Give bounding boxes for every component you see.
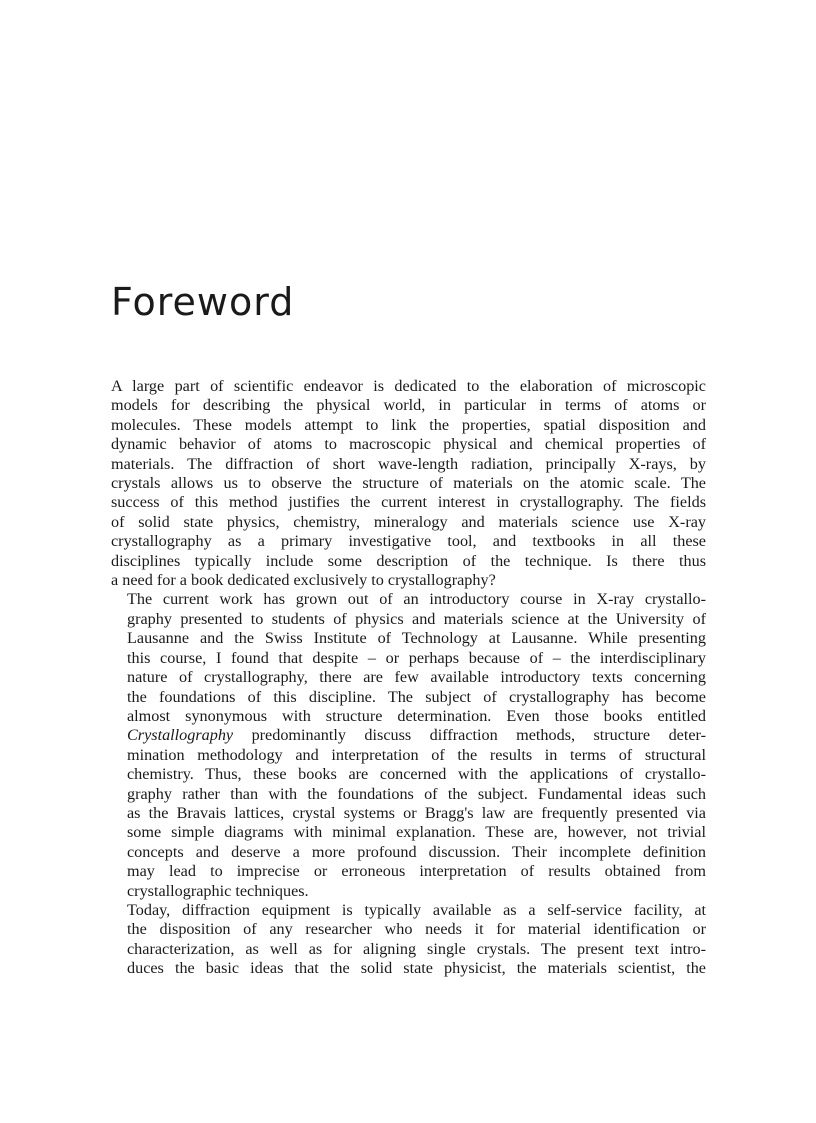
text-line: chemistry. Thus, these books are concerned with the applications of crystallo- [127, 765, 706, 784]
text-line: success of this method justifies the current interest in crystallography. The fields [111, 493, 706, 512]
text-line: the disposition of any researcher who needs it for material identification or [127, 920, 706, 939]
text-line: A large part of scientific endeavor is dedicated to the elaboration of microscopic [111, 377, 706, 395]
text-line: Today, diffraction equipment is typically available as a self-service facility, at [127, 900, 706, 919]
text-line: graphy rather than with the foundations of the subject. Fundamental ideas such [127, 784, 706, 803]
text-line: nature of crystallography, there are few available introductory texts concerning [127, 668, 706, 687]
paragraph-1 [111, 377, 706, 590]
text-line: duces the basic ideas that the solid state physicist, the materials scientist, the [127, 959, 706, 978]
text-line: materials. The diffraction of short wave-length radiation, principally X-rays, by [111, 454, 706, 473]
italic-title: Crystallography [127, 726, 234, 745]
text-line: characterization, as well as for aligning single crystals. The present text intro- [127, 939, 706, 958]
text-line: mination methodology and interpretation of the results in terms of structural [127, 745, 706, 764]
text-line: concepts and deserve a more profound discussion. Their incomplete definition [127, 842, 706, 861]
paragraph-2 [111, 590, 706, 901]
text-line: as the Bravais lattices, crystal systems or Bragg's law are frequently presented via [127, 803, 706, 822]
text-line: The current work has grown out of an introductory course in X-ray crystallo- [127, 590, 706, 609]
text-line: Crystallography predominantly discuss diffraction methods, structure deter- [127, 726, 706, 745]
text-line: some simple diagrams with minimal explanation. These are, however, not trivial [127, 823, 706, 842]
foreword-body [111, 377, 706, 979]
page-title: Foreword [111, 280, 295, 324]
text-line: molecules. These models attempt to link the properties, spatial disposition and [111, 415, 706, 434]
text-line: crystallographic techniques. [127, 881, 309, 900]
text-line: graphy presented to students of physics and materials science at the University of [127, 609, 706, 628]
text-line: almost synonymous with structure determination. Even those books entitled [127, 706, 706, 725]
text-line: Lausanne and the Swiss Institute of Technology at Lausanne. While presenting [127, 629, 706, 648]
text-line: may lead to imprecise or erroneous interpretation of results obtained from [127, 862, 706, 881]
text-line: crystallography as a primary investigative tool, and textbooks in all these [111, 532, 706, 551]
text-line: of solid state physics, chemistry, mineralogy and materials science use X-ray [111, 512, 706, 531]
text-line: this course, I found that despite – or perhaps because of – the interdisciplinary [127, 648, 706, 667]
text-line: dynamic behavior of atoms to macroscopic physical and chemical properties of [111, 435, 706, 454]
text-line: models for describing the physical world, in particular in terms of atoms or [111, 396, 706, 415]
text-line: crystals allows us to observe the structure of materials on the atomic scale. The [111, 474, 706, 493]
paragraph-3 [111, 901, 706, 979]
text-line: a need for a book dedicated exclusively to crystallography? [111, 571, 496, 590]
text-line: the foundations of this discipline. The subject of crystallography has become [127, 687, 706, 706]
text-line: disciplines typically include some description of the technique. Is there thus [111, 551, 706, 570]
